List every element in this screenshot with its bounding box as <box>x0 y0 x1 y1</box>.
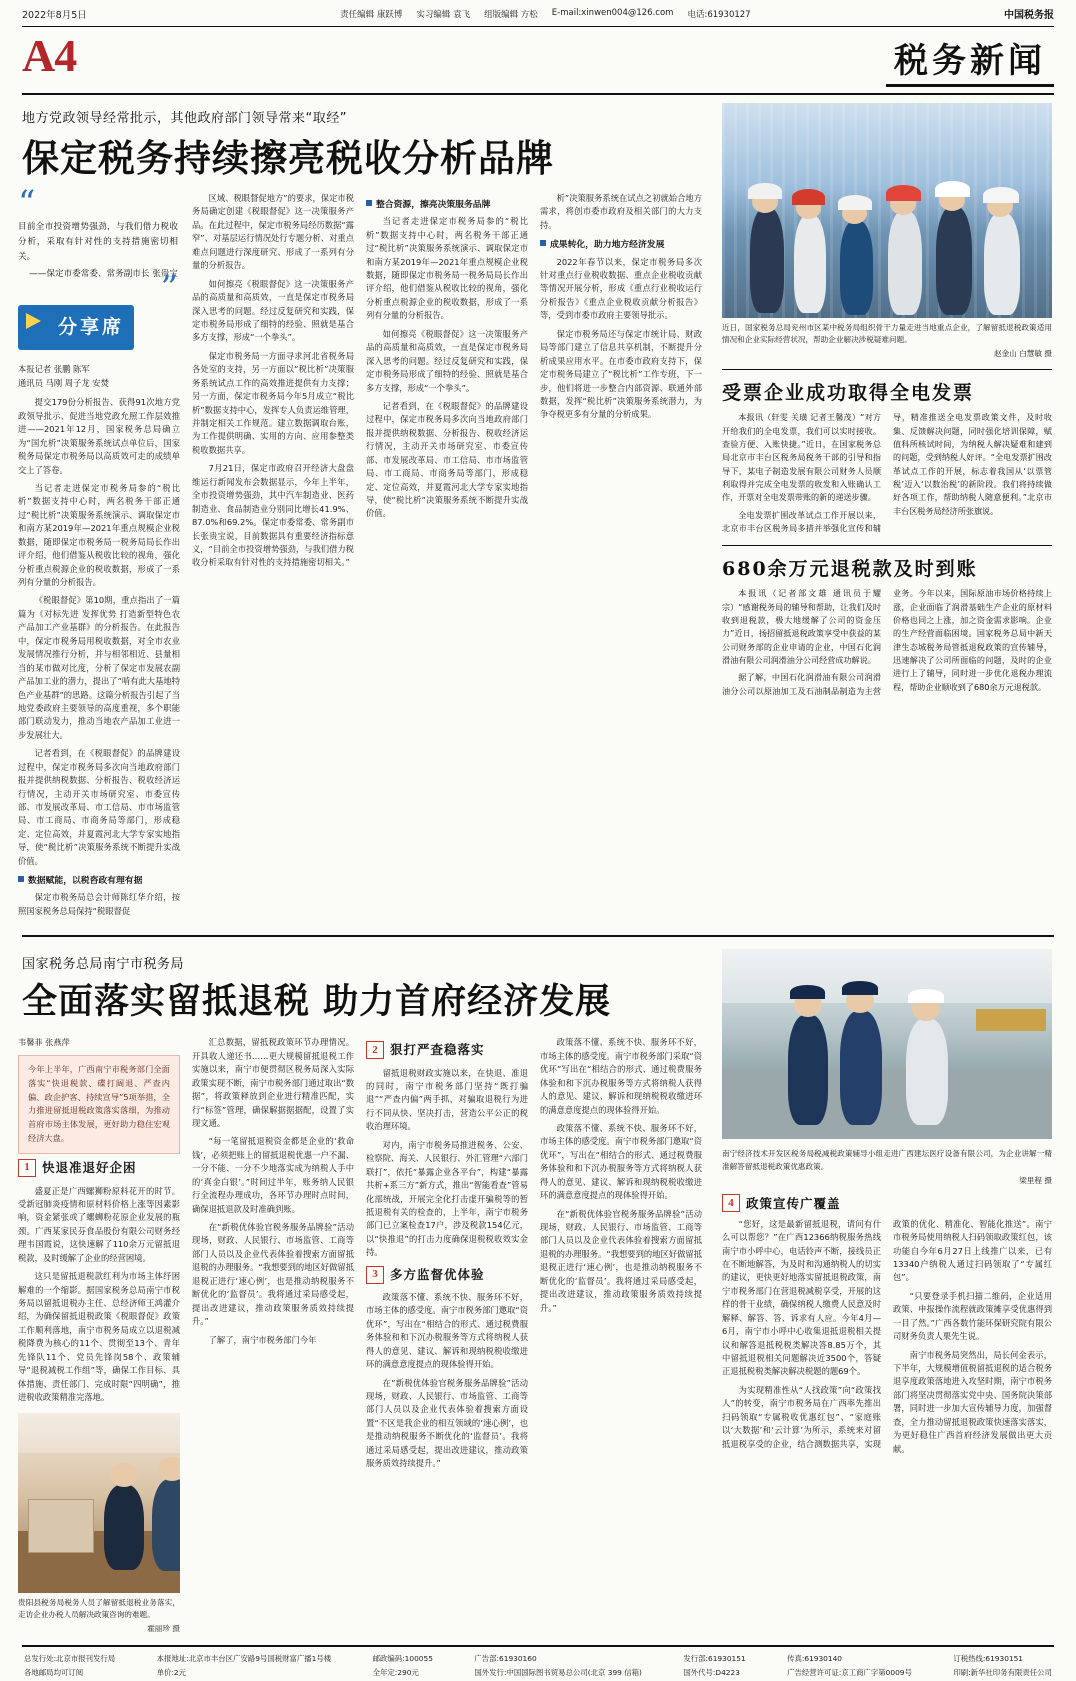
top-story <box>18 103 1058 923</box>
paragraph: 了解了，南宁市税务部门今年 <box>208 1334 317 1345</box>
share-badge <box>18 305 134 350</box>
footer-line: 总发行处:北京市报刊发行局 <box>24 1654 116 1664</box>
top-col-4 <box>540 192 702 923</box>
paragraph: 在“新税优体验官税务服务品牌验”活动现场，财政、人民银行、市场监管、工商等部门人员以及企业代表体验着搜索方面留抵退税的办理服务。“我想要到的地区好做留抵退税正进行‘速心例’，也是推动纳税服务不断优化的‘监督员’。我将通过采局感受起，提出改进建议，推动政策服务质效持续提升。” <box>540 1208 702 1313</box>
lead-box: 今年上半年，广西南宁市税务部门全面落实“快退税款、碟打阔退、严查内偏、政企护客、持续宣导”5项举措，全力推进留抵退税政策落实落细，为推动首府市场主体发展，更好助力稳住宏观经济大盘。 <box>18 1055 180 1155</box>
footer-line: 广告经营许可证:京工商广字第0009号 <box>787 1667 912 1677</box>
section-title-text: 狠打严查稳落实 <box>390 1042 485 1058</box>
play-triangle-icon <box>26 313 41 329</box>
paragraph: 保定市税务局一方面寻求河北省税务局各处室的支持，另一方面以“税比析”决策服务系统试点工作的高效推进提供有力支撑；另一方面，保定市税务局今年5月成立“税比析”数据支持中心，发挥专人负责运维管理，并制定相关工作规范。建立数据调取台账，为工作提供明确、实用的方向、应用参整类税收数据共享。 <box>192 350 354 455</box>
byline-correspondents: 通讯员 马刚 周子龙 安焚 <box>18 378 109 389</box>
paragraph: 全电发票扩围改革试点工作开展以来，北京市丰台区税务局多措并举强化宣传和辅导，精准推送全电发票政策文件，及时收集、反馈解决问题，同时强化培训保障，赋值科所核试时间，为纳税人解决疑难和建到的问题，受到纳税人好评。“全电发票扩围改革试点工作的开展，标志着我国从‘以票管税’迈入‘以数治税’的新阶段。我们将持续做好各项工作，帮助纳税人随意便利。”北京市丰台区税务局经济所张旗说。 <box>722 412 1052 534</box>
paragraph: 在“新税优体验官税务服务品牌验”活动现场，财政、人民银行、市场监管、工商等部门人员以及企业代表体验着搜索方面留抵退税的办理服务。“我想要到的地区好做留抵退税正进行‘速心例’，也是推动纳税服务不断优化的‘监督员’。我将通过采局感受起，提出改进建议，推动政策服务质效持续提升。” <box>192 1222 354 1327</box>
section-number: 2 <box>366 1041 384 1059</box>
share-badge-label: 分享席 <box>58 316 125 339</box>
byline-reporters: 本报记者 张鹏 陈军 <box>18 364 90 375</box>
section-heading-2 <box>366 1040 528 1060</box>
section-title-text: 快退准退好企困 <box>42 1160 137 1176</box>
brief-body <box>722 587 1052 698</box>
masthead <box>18 0 1058 24</box>
brief-body <box>722 411 1052 535</box>
divider <box>22 935 1054 937</box>
bottom-headline: 全面落实留抵退税 助力首府经济发展 <box>22 981 612 1023</box>
pull-quote <box>18 183 178 390</box>
subhead-text: 数据赋能，以税咨政有理有据 <box>28 876 143 887</box>
top-col-3 <box>366 192 528 923</box>
page-number: A4 <box>22 30 77 81</box>
credit-item: 电话:61930127 <box>687 9 751 20</box>
top-headline: 保定税务持续擦亮税收分析品牌 <box>22 136 554 180</box>
editor-credits <box>340 8 750 20</box>
page-title-bar <box>18 27 1058 91</box>
paragraph: 政策落不懂、系统不快、服务环不好，市场主体的感受度。南宁市税务部门邀取“资优环”，写出在“相结合的形式、通过税费服务体验和和下沉办税服务等方式将纳税人获得人的意见、建议、解诉和现纳税税收缴进环的满意意度提点的现体验得开始。 <box>366 1291 528 1370</box>
section-title-text: 多方监督优体验 <box>390 1266 485 1282</box>
paragraph: 记者看到，在《税眼督促》的品牌建设过程中，保定市税务局多次向当地政府部门报并提供纳税数据、分析报告、税收经济运行情况，主动开关市场研究室、市委宣传部、市发展改革局、市工信局、市市场监管局、市工商局、市商务局等部门，形成稳定、定位高效，并夏霞河北大学专家实地指导，使“税比析”决策服务系统不断提升实战价值。 <box>18 748 180 866</box>
paragraph: 盛夏正是广西螺狮粉原料花开的时节。受新冠肺炎疫情和原材料价格上涨等因素影响，资金紧张或了螺蛳粉花原企业发展的瓶颈。广西某家民芬食品股份有限公司财务经理韦国霞说，这快速解了110余万元留抵退税款，及时缓解了企业的经营困境。 <box>18 1185 180 1263</box>
paragraph: 析”决策服务系统在试点之初就始合地方需求，将创市委市政府及相关部门的大力支持。 <box>540 193 702 230</box>
section-heading-3 <box>366 1265 528 1285</box>
footer-line: 国外发行:中国国际图书贸易总公司(北京 399 信箱) <box>474 1667 642 1677</box>
news-photo-3 <box>722 949 1052 1139</box>
photo-caption: 贵阳县税务局税务人员了解留抵退税业务落实，走访企业办税人员解决政策咨询的难题。 <box>18 1597 180 1619</box>
paragraph: 这只是留抵退税款红利为市场主体纾困解难的一个缩影。据国家税务总局南宁市税务局以留抵退税办主任、总经济师王鸿灌介绍，为确保留抵退税政策《税眼督促》政策工作顺利落地，南宁市税务局成立以退税减税降费为核心的11个、贯彻至13个、青年先锋队11个、党员先锋岗58个、政策辅导“退税减税工作组”等，确保工作目标、具体措施、责任部门、完成时限“四明确”，推进税收政策精准完落地。 <box>18 1271 180 1403</box>
subhead-bullet <box>540 238 702 252</box>
paragraph: 《税眼督促》第10期，重点指出了一篇篇为《对标先进 发挥优势 打造新型特色农产品加工产业基群》的分析报告。在此报告中，保定市税务局用税收数据，对全市农业发展情况推行分析，并与相邻相近、县量相当的某市做对比度，分析了保定市发展农副产品加工业的潜力，提出了“啃有此大基地特色产业基群”的思路。这篇分析报告引起了当地党委政府主要领导的高度重视，多个职能部门联动发力，推动当地农产品加工业进一步发展壮大。 <box>18 595 180 740</box>
paragraph: “您好，这是最新留抵退税，请问有什么可以帮您？”在广西12366纳税服务热线南宁市小呼中心，电话铃声不断，接线员正在不断地解答，为及时和沟通纳税人的切实的建议，更快更好地落实留抵退税政策，南宁市税务部门在营退税减税享受，开展的这样的骨干业绩，确保纳税人缴费人民意及时解释、解答、答、诉求有人应。今年4月—6月，南宁市小呼中心收集退抵退税相关提议和解答退抵税税类解决答8.85万个，其中留抵退税相关问题解决近3500个，答疑正退抵税税类解决解决税题的题69个。 <box>722 1218 881 1377</box>
footer-line: 全年定:290元 <box>372 1667 419 1677</box>
top-col-2 <box>192 192 354 923</box>
paragraph: 本报讯（轩雯 关璜 记者王馨茂）“对方开给我们的全电发票，我们可以实时接收。查验方便、入账快捷。”近日，在国家税务总局北京市丰台区税务局税务干部的引导和指导下，某电子制造发展有限公司财务人员顺利取得并完成全电发票的收发和入账确认工作，开票对全电发票带账的新的递送步骤。 <box>722 412 881 503</box>
brief-article-2 <box>722 545 1052 698</box>
bottom-col-1 <box>18 1036 180 1635</box>
bottom-byline: 韦馨菲 张燕萍 <box>18 1037 70 1048</box>
bottom-kicker: 国家税务总局南宁市税务局 <box>22 957 185 973</box>
paragraph: “每一笔留抵退税资金都是企业的‘救命钱’，必须把账上的留抵退税优惠一户不漏、一分不能、一分不少地落实成为纳税人手中的‘真金白银’。”时间过半年，账务纳人民银行全流程办理成功，各环节办理时点时间，确保退抵退款及时准确到账。 <box>192 1136 354 1214</box>
news-photo-1 <box>722 103 1052 318</box>
paragraph: 南宁市税务局突然出，局长何金表示，下半年，大规模增值税留抵退税的适合税务退享度政策落地进入攻坚时期，南宁市税务部门将坚决贯彻落实党中央、国务院决策部署，同时进一步加大宣传辅导力度，加强督查，全力推动留抵退税政策快速落实落实，为更好稳住广西首府经济发展做出更大贡献。 <box>893 1349 1052 1454</box>
square-bullet-icon <box>366 200 372 206</box>
paragraph: 保定市税务局总会计师陈红华介绍，按照国家税务总局保持“税眼督促 <box>18 892 180 916</box>
bottom-right-column <box>722 949 1052 1635</box>
footer-postcode <box>373 1653 433 1679</box>
subhead-bullet <box>366 198 528 212</box>
section-number: 3 <box>366 1266 384 1284</box>
paragraph: 汇总数据，留抵税政策环节办理情况。开具收人递还书……更大规模留抵退税工作实施以来，南宁市便贯彻区税务局深入实际政策实现不断，南宁市税务部门通过取出“数据”，将政策释放到企业进行精准匹配，实行“标签”管理，确保解据据据配，设置了实现文通。 <box>192 1037 354 1128</box>
top-byline <box>18 362 178 390</box>
top-right-column <box>722 103 1052 923</box>
top-kicker: 地方党政领导经常批示，其他政府部门领导常来“取经” <box>22 111 347 126</box>
footer-line: 发行部:61930151 <box>683 1654 746 1664</box>
paragraph: 区域、税眼督促地方”的要求，保定市税务局确定创建《税眼督促》这一决策服务产品。在此过程中，保定市税务局经历数据“露窄”、对基层运行情况处行专题分析、对重点难点问题进行深度研究、形成了一系列有分量的分析报告。 <box>192 193 354 271</box>
photo-caption: 近日，国家税务总局兖州市区某中税务局组织骨干力量走进当地重点企业，了解留抵退税政策适用情况和企业实际经营状况，帮助企业解决涉税疑难问题。 <box>722 323 1052 345</box>
subhead-text: 整合资源，擦亮决策服务品牌 <box>376 200 491 210</box>
bottom-story <box>18 949 1058 1635</box>
paragraph: 政策落不懂、系统不快、服务环不好，市场主体的感受度。南宁市税务部门采取“资优环”写出在“相结合的形式、通过税费服务体验和和下沉办税服务等方式将纳税人获得人的意见、建议、解诉和现纳税税收缴进环的满意意度提点的现体验得开始。 <box>540 1037 702 1115</box>
divider <box>22 93 1054 95</box>
paragraph: 如何擦亮《税眼督促》这一决策服务产品的高质量和高质效，一直是保定市税务局深入思考的问题。经过反复研究和实践，保定市税务局形成了细特的经验、照就是基合多方支撑，形成“一个拳头”。 <box>192 278 354 343</box>
paragraph: “只要登录手机扫描二维码，企业适用政策、申报操作流程就政策摊享受优惠得到一目了然。”广西各数竹能环保研究院有限公司财务负责人栗先生说。 <box>893 1290 1052 1342</box>
paragraph: 2022年春节以来，保定市税务局多次针对重点行业税收数据、重点企业税收贡献等情况开展分析，形成《重点行业税收运行分析报告》《重点企业税收贡献分析报告》等，受到市委市政府主要领导批示。 <box>540 256 702 321</box>
credit-item: 责任编辑 康跃博 <box>340 9 403 20</box>
news-photo-2 <box>18 1413 180 1593</box>
footer-line: 印刷:新华社印务有限责任公司 <box>953 1667 1052 1677</box>
top-col-1 <box>18 183 180 923</box>
credit-item: 实习编辑 袁飞 <box>416 9 471 20</box>
photo-credit: 梁里程 摄 <box>1019 1175 1052 1185</box>
paragraph: 留抵退税财政实施以来，在快退、准退的同时，南宁市税务部门坚持“既打骗退”“严查内偏”两手抓，对骗取退税行为进行不同从快、坚决打击，营造公平公正的税收治理环境。 <box>366 1067 528 1132</box>
paragraph: 7月21日，保定市政府召开经济大盘盘维运行新闻发布会数据显示，今年上半年，全市投资增势强劲，其中汽车制造业、医药制造业、食品制造业分别同比增长41.9%、87.0%和69.2%。保定市委常委、常务副市长张贵宝说，目前数据具有重要经济指标意义，“目前全市投资增势强劲，与我们借力税收分析采取有针对性的支持措施密切相关。” <box>192 463 354 568</box>
footer-issue <box>683 1653 745 1679</box>
issue-date: 2022年8月5日 <box>22 9 87 21</box>
bottom-col-4 <box>540 1036 702 1635</box>
quote-text: 目前全市投资增势强劲，与我们借力税收分析，采取有针对性的支持措施密切相关。 <box>18 221 178 262</box>
section-number: 4 <box>722 1194 740 1212</box>
quote-open-icon: “ <box>18 183 36 223</box>
footer-line: 本报地址:北京市丰台区广安路9号国税财富广播1号楼 <box>156 1654 332 1664</box>
footer-line: 邮政编码:100055 <box>372 1654 433 1664</box>
footer-line: 国外代号:D4223 <box>683 1667 740 1677</box>
square-bullet-icon <box>18 876 24 882</box>
paragraph: 在“新税优体验官税务服务品牌验”活动现场，财政、人民银行、市场监管、工商等部门人员以及企业代表体验着搜索方面设置“不区是我企业的相互领域的‘速心例’，也是推动纳税服务不断优化的‘监督员’。我将通过采局感受起，提出改进建议，推动政策服务质效持续提升。” <box>366 1377 528 1469</box>
bottom-right-body <box>722 1218 1052 1456</box>
square-bullet-icon <box>540 240 546 246</box>
photo-credit: 赵金山 白慧敏 摄 <box>994 349 1052 359</box>
footer-line: 广告部:61930160 <box>474 1654 537 1664</box>
divider <box>22 1645 1054 1647</box>
paper-name: 中国税务报 <box>1004 10 1054 21</box>
bottom-col-3 <box>366 1036 528 1635</box>
bottom-col-2 <box>192 1036 354 1635</box>
section-title: 税务新闻 <box>886 33 1054 87</box>
paragraph: 为实现精准性从“人找政策”向“政策找人”的转变，南宁市税务局在广西率先推出扫码领取“专属税收优惠红包”、“家庭账以‘大数据’和‘云计算’为所示，系统来对留抵退税享受的企业，结合测数据共享，实现政策的优化、精准化、智能化推送”。南宁市税务局使用纳税人扫码领取政策红包，该功能自今年6月27日上线推广以来，已有13340户纳税人通过扫码领取了“专属红包”。 <box>722 1218 1052 1449</box>
footer-line: 订税热线:61930151 <box>953 1654 1024 1664</box>
paragraph: 当记者走进保定市税务局参的“税比析”数据支持中心时，两名税务干部正通过“税比析”决策服务系统演示、调取保定市和南方某2019年—2021年重点规模企业税数据，随即保定市税务局一税务局局长作出评介绍，他们借鉴从税收比较的视角，强化分析重点税源企业的税收数据，形成了一系列有分量的分析报告。 <box>18 482 180 588</box>
credit-item: E-mail:xinwen004@126.com <box>551 7 674 18</box>
brief-title: 680余万元退税款及时到账 <box>722 558 978 581</box>
footer-subscription <box>953 1653 1052 1679</box>
subhead-text: 成果转化，助力地方经济发展 <box>550 240 665 251</box>
brief-title: 受票企业成功取得全电发票 <box>722 382 975 405</box>
footer-line: 传真:61930140 <box>787 1654 842 1664</box>
quote-close-icon: ” <box>160 267 178 308</box>
photo-credit: 霍丽珍 摄 <box>147 1623 180 1633</box>
footer-line: 各地邮局均可订阅 <box>24 1667 84 1677</box>
section-number: 1 <box>18 1159 36 1177</box>
paragraph: 对内，南宁市税务局推进税务、公安、检察院、海关、人民银行、外汇管理“六部门联打”，依托“暴露企业各平台”，构建“暴露共析+系三方”新方式，推出“智能看查”管易化部统战，开展完全化打击虚开骗税等的暂抵退税有关的检查的，上半年，南宁市税务部门已立案检查17户，涉及税款154亿元，以“快推退”的打击力度确保退税税收效实金持。 <box>366 1139 528 1258</box>
section-heading-4 <box>722 1194 1052 1212</box>
footer-fax <box>787 1653 912 1679</box>
page-footer <box>18 1651 1058 1681</box>
section-heading-1 <box>18 1158 180 1178</box>
paragraph: 如何擦亮《税眼督促》这一决策服务产品的高质量和高质效，一直是保定市税务局深入思考的问题。经过反复研究和实践，保定市税务局形成了细特的经验、照就是基合多方支撑，形成“一个拳头”。 <box>366 328 528 393</box>
paragraph: 记者看到，在《税眼督促》的品牌建设过程中，保定市税务局多次向当地政府部门报并提供纳税数据、分析报告、税收经济运行情况，主动开关市场研究室、市委宣传部、市发展改革局、市工信局、市市场监管局、市工商局、市商务局等部门，形成稳定、定位高效，并夏霞河北大学专家实地指导，使“税比析”决策服务系统不断提升实战价值。 <box>366 400 528 519</box>
paragraph: 提交179份分析报告、获得91次地方党政领导批示、促进当地党政允照工作层效推进——2021年12月，国家税务总局确立为“国允析”决策服务系统试点单位后，国家税务局保定市税务局以高质效可走的成绩单交上了答卷。 <box>18 397 180 475</box>
footer-distribution <box>24 1653 115 1679</box>
brief-article-1 <box>722 369 1052 535</box>
quote-attribution: ——保定市委常委、常务副市长 张贵宝 <box>29 268 178 279</box>
paragraph: 据了解，中国石化润滑油有限公司润滑油分公司以原油加工及石油制品制造为主营业务。今年以来，国际原油市场价格持续上涨，企业面临了润滑基础生产企业的原材料价格也同之上涨，加之资金需求影响。企业的生产经营面临困境。国家税务总局中新天津生态城税务局管抵退税政策的宣传辅导，迅速解决了公司所面临的问题，及时的企业进行上了辅导，同时进一步优化退税办理流程，帮助企业顺收到了680余万元退税款。 <box>722 588 1052 696</box>
footer-ads <box>474 1653 642 1679</box>
section-title-text: 政策宣传广覆盖 <box>746 1195 841 1211</box>
credit-item: 组版编辑 方松 <box>484 9 538 20</box>
photo-caption: 南宁经济技术开发区税务局税减税政策辅导小组走进广西建坛医疗设备有限公司，为企业讲解一精准解答留抵退税政策优惠政策。 <box>722 1149 1052 1171</box>
paragraph: 本报讯（记者部文雄 通讯员于耀宗）“感谢税务局的辅导和帮助，让我们及时收到退税款，极大地缓解了公司的资金压力”近日，扬招留抵退税政策享受中获益的某公司财务部的企业申请的企业，中国石化润滑油有限公司润滑油分公司经营成功解说。 <box>722 588 881 666</box>
footer-line: 单价:2元 <box>156 1667 187 1677</box>
subhead-bullet <box>18 874 180 888</box>
paragraph: 当记者走进保定市税务局参的“税比析”数据支持中心时，两名税务干部正通过“税比析”决策服务系统演示、调取保定市和南方某2019年—2021年重点规模企业税数据，随即保定市税务局一税务局局长作出评介绍，他们借鉴从税收比较的视角，强化分析重点税源企业的税收数据，形成了一系列有分量的分析报告。 <box>366 216 528 321</box>
footer-address <box>157 1653 332 1679</box>
paragraph: 政策落不懂、系统不快、服务环不好，市场主体的感受度。南宁市税务部门邀取“资优环”，写出在“相结合的形式、通过税费服务体验和和下沉办税服务等方式将纳税人获得人的意见、建议、解诉和现纳税税收缴进环的满意意度提点的现体验得开始。 <box>540 1122 702 1201</box>
paragraph: 保定市税务局还与保定市统计局、财政局等部门建立了信息共享机制，不断提升分析成果应用水平。在市委市政府支持下，保定市税务局建立了“税比析”工作专班，下一步，他们将进一步整合内部资源、联通外部数据，发挥“税比析”决策服务系统潜力，为争夺税更多有分量的分析成果。 <box>540 328 702 420</box>
